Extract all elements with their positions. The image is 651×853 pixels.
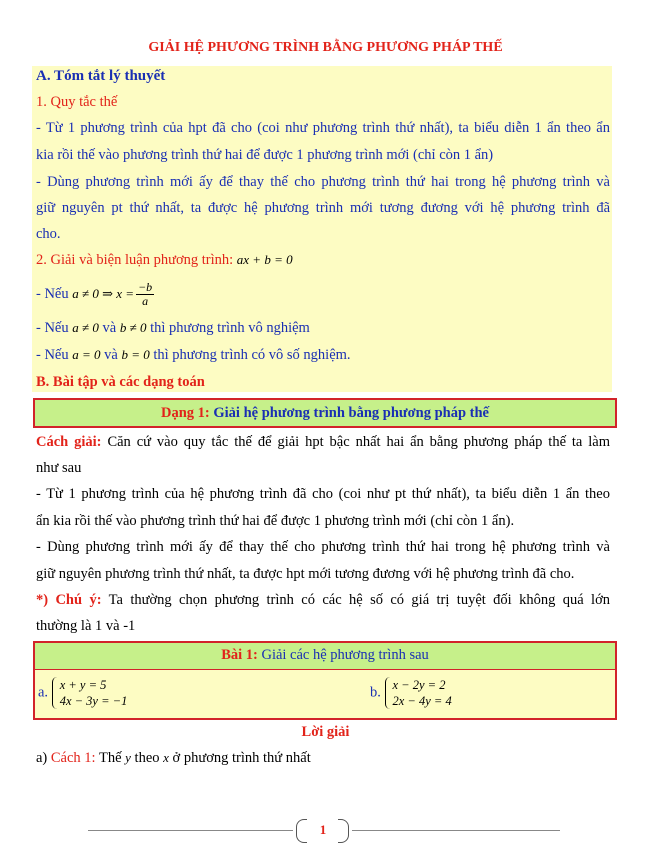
type1-text: Giải hệ phương trình bằng phương pháp thế xyxy=(213,405,489,421)
case3-prefix: - Nếu xyxy=(36,347,69,363)
note-line1 xyxy=(36,590,610,610)
rule-p1-line1: - Từ 1 phương trình của hpt đã cho (coi như phương trình thứ nhất), ta biểu diễn 1 ẩn theo ẩn xyxy=(36,120,610,136)
method-m1-line1: - Từ 1 phương trình của hệ phương trình đã cho (coi như pt thứ nhất), ta biểu diễn 1 ẩn theo xyxy=(36,486,610,502)
exercise-a-system xyxy=(52,677,128,709)
exercise-box xyxy=(33,641,617,720)
method-label: Cách giải: xyxy=(36,434,102,450)
case1-fraction xyxy=(136,281,154,308)
page-number: 1 xyxy=(319,822,327,837)
footer-rule-right xyxy=(352,830,560,831)
note-label: *) Chú ý: xyxy=(36,592,102,608)
case3-text: thì phương trình có vô số nghiệm. xyxy=(153,347,351,363)
exercise-a-label: a. xyxy=(38,684,49,701)
exercise-a xyxy=(38,677,127,709)
type1-label: Dạng 1: xyxy=(160,405,210,421)
case3-line xyxy=(36,345,610,365)
exercise-b-eq2: 2x − 4y = 4 xyxy=(392,694,452,708)
case2-math1: a ≠ 0 xyxy=(72,320,99,335)
footer-rule-left xyxy=(88,830,293,831)
case1-line xyxy=(36,280,610,308)
case3-math1: a = 0 xyxy=(72,347,101,362)
case2-prefix: - Nếu xyxy=(36,320,69,336)
case2-line xyxy=(36,318,610,338)
exercise-b-system xyxy=(385,677,452,709)
rule-p2-line3: cho. xyxy=(36,226,61,242)
section-b-heading: B. Bài tập và các dạng toán xyxy=(36,374,205,390)
case1-denominator: a xyxy=(142,294,149,309)
method-line2: như sau xyxy=(36,460,82,476)
solution-var-y: y xyxy=(125,750,131,765)
type1-title xyxy=(35,400,615,426)
solution-text2: theo xyxy=(134,750,160,766)
method-m1-line2: ẩn kia rồi thế vào phương trình thứ hai để được 1 phương trình mới (chỉ còn 1 ẩn). xyxy=(36,513,515,529)
section-a-heading: A. Tóm tắt lý thuyết xyxy=(36,68,166,84)
case2-and: và xyxy=(102,320,117,336)
solution-heading: Lời giải xyxy=(301,724,350,740)
exercise-text: Giải các hệ phương trình sau xyxy=(261,647,429,663)
solve-heading: 2. Giải và biện luận phương trình: xyxy=(36,252,234,268)
solution-method: Cách 1: xyxy=(50,750,96,766)
rule-p2-line2: giữ nguyên pt thứ nhất, ta được hệ phương trình mới tương đương với hệ phương trình đã xyxy=(36,200,610,216)
exercise-b-label: b. xyxy=(370,684,381,701)
rule-p2-line1: - Dùng phương trình mới ấy để thay thế cho phương trình thứ hai trong hệ phương trình và xyxy=(36,174,610,190)
solution-a-prefix: a) xyxy=(36,750,48,766)
note-text1: Ta thường chọn phương trình có các hệ số có giá trị tuyệt đối không quá lớn xyxy=(108,592,610,608)
case3-math2: b = 0 xyxy=(121,347,150,362)
page-title: GIẢI HỆ PHƯƠNG TRÌNH BẰNG PHƯƠNG PHÁP THẾ xyxy=(148,40,503,55)
exercise-b-brace xyxy=(385,677,392,709)
exercise-title xyxy=(35,643,615,668)
note-line2: thường là 1 và -1 xyxy=(36,618,136,634)
method-m2-line2: giữ nguyên phương trình thứ nhất, ta được hpt mới tương đương với hệ phương trình đã cho. xyxy=(36,566,575,582)
case2-text: thì phương trình vô nghiệm xyxy=(150,320,310,336)
solution-line xyxy=(36,748,610,768)
type1-box xyxy=(33,398,617,428)
case2-math2: b ≠ 0 xyxy=(119,320,147,335)
exercise-a-eq2: 4x − 3y = −1 xyxy=(59,694,128,708)
exercise-a-brace xyxy=(52,677,59,709)
exercise-b-eq1: x − 2y = 2 xyxy=(392,678,446,692)
case3-and: và xyxy=(104,347,118,363)
method-m2-line1: - Dùng phương trình mới ấy để thay thế cho phương trình thứ hai trong hệ phương trình và xyxy=(36,539,610,555)
exercise-label: Bài 1: xyxy=(221,647,258,663)
method-line1 xyxy=(36,432,610,452)
exercise-a-eq1: x + y = 5 xyxy=(59,678,107,692)
case1-numerator: −b xyxy=(138,280,153,295)
exercise-b xyxy=(370,677,452,709)
case1-prefix: - Nếu xyxy=(36,286,69,302)
rule-p1-line2: kia rồi thế vào phương trình thứ hai để được 1 phương trình mới (chỉ còn 1 ẩn) xyxy=(36,147,494,163)
method-text1: Căn cứ vào quy tắc thế để giải hpt bậc nhất hai ẩn bằng phương pháp thế ta làm xyxy=(107,434,611,450)
solution-text1: Thế xyxy=(98,750,122,766)
rule-heading: 1. Quy tắc thế xyxy=(36,94,118,110)
solution-text3: ở phương trình thứ nhất xyxy=(172,750,311,766)
solve-equation: ax + b = 0 xyxy=(236,252,293,267)
case1-math: a ≠ 0 ⇒ x = xyxy=(72,286,135,301)
solve-line xyxy=(36,250,610,270)
solution-var-x: x xyxy=(163,750,169,765)
exercise-header xyxy=(35,643,615,670)
